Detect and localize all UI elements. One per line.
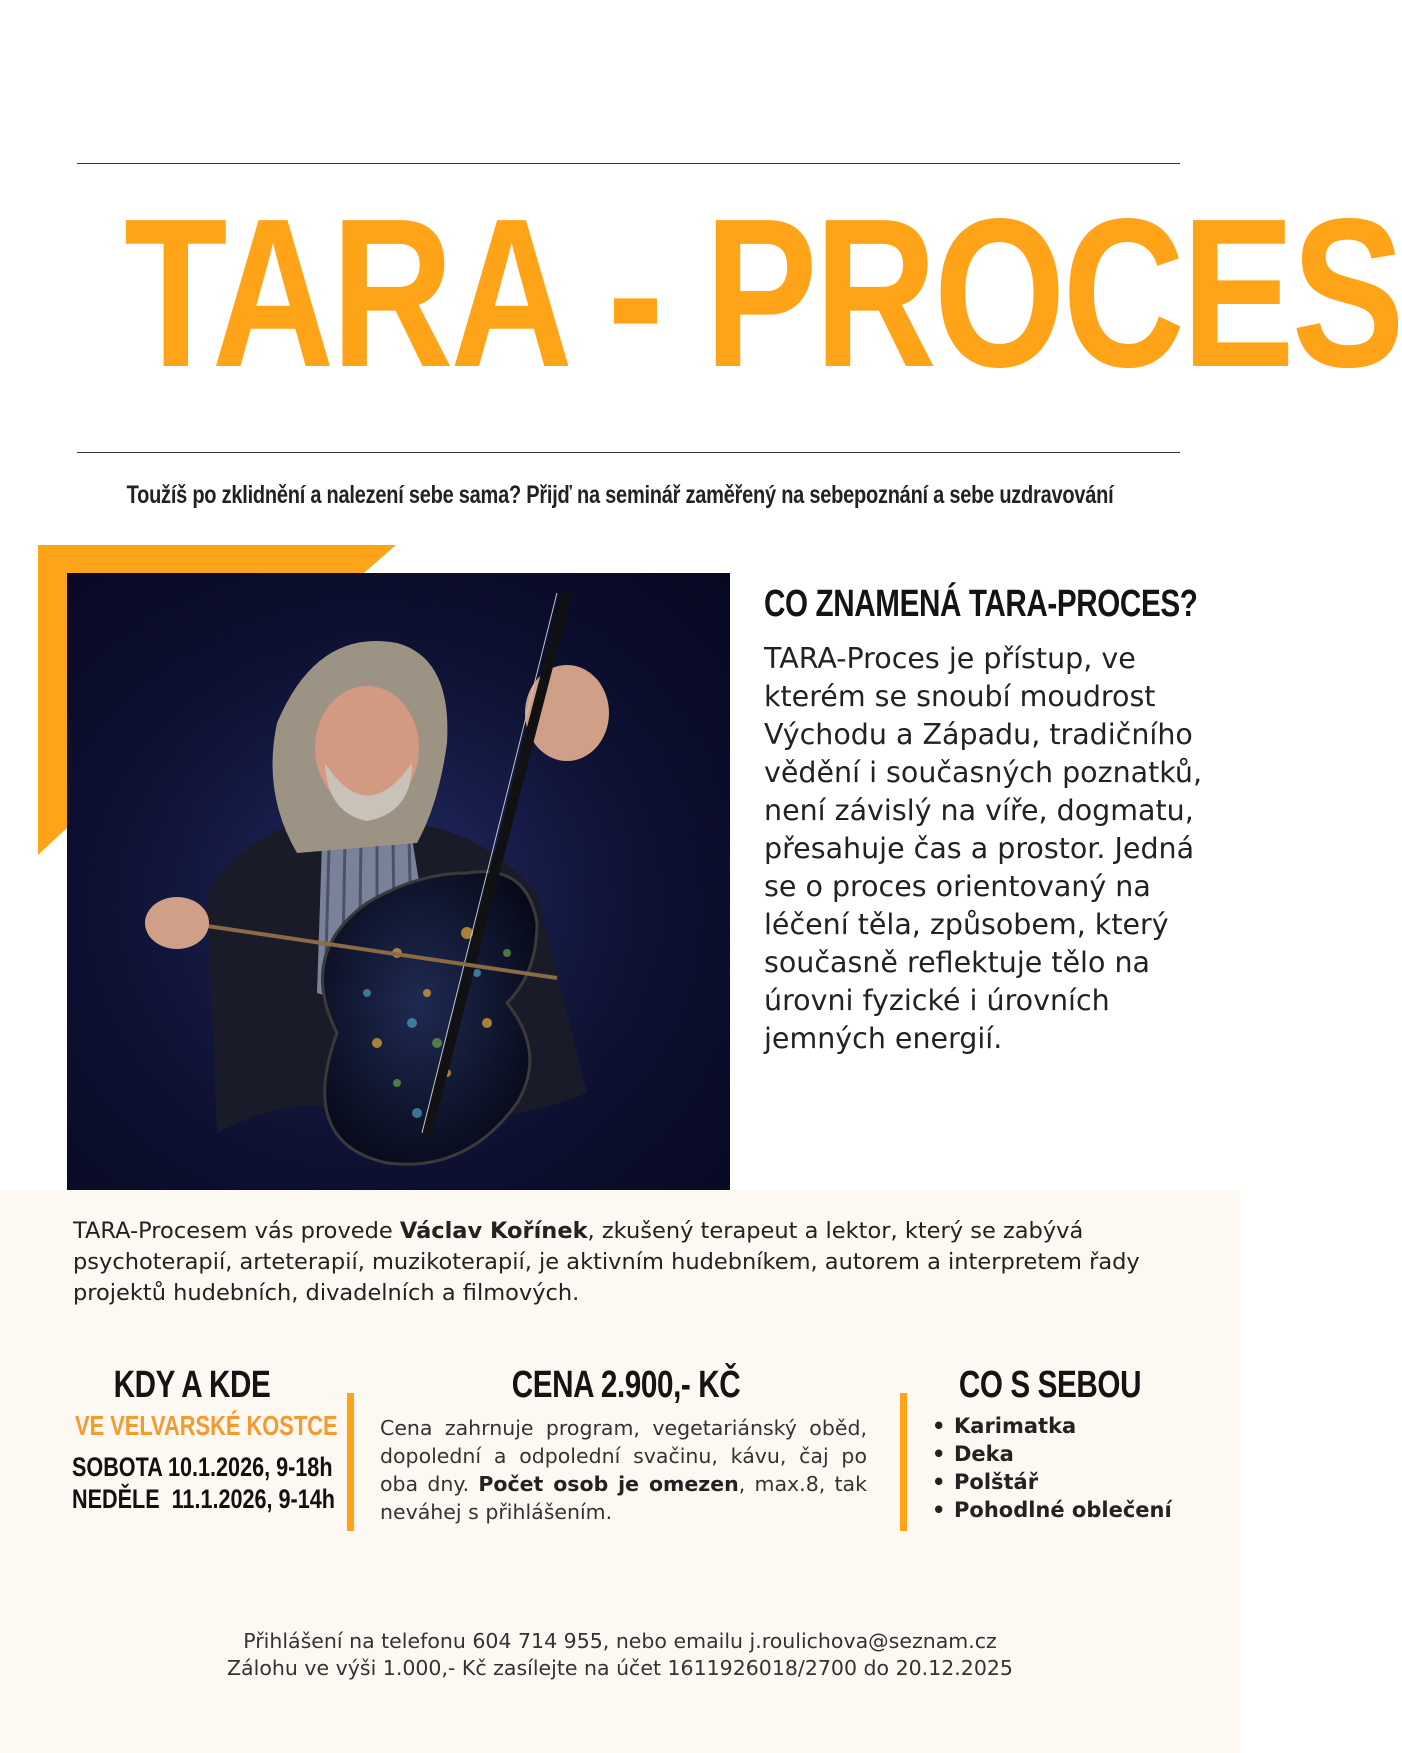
venue-label: VE VELVARSKÉ KOSTCE xyxy=(75,1410,338,1441)
page-title: TARA - PROCES xyxy=(124,174,1402,411)
column-divider-left xyxy=(347,1393,354,1531)
list-item xyxy=(932,1412,1222,1440)
list-item-label: Pohodlné oblečení xyxy=(954,1498,1172,1522)
deposit-info: Zálohu ve výši 1.000,- Kč zasílejte na účet 1611926018/2700 do 20.12.2025 xyxy=(227,1656,1013,1680)
list-item-label: Deka xyxy=(954,1442,1014,1466)
list-item-label: Karimatka xyxy=(954,1414,1077,1438)
column-divider-right xyxy=(900,1393,907,1531)
price-text-start: Cena zahrnuje program, vegetariánský oběd, dopolední a odpolední svačinu, kávu, čaj po oba dny. xyxy=(380,1416,867,1496)
list-item xyxy=(932,1468,1222,1496)
price-text-end: , max.8, tak neváhej s přihlášením. xyxy=(380,1472,867,1524)
when-where-title: KDY A KDE xyxy=(113,1364,271,1406)
intro-text-start: TARA-Procesem vás provede xyxy=(73,1218,400,1244)
section-body: TARA-Proces je přístup, ve kterém se snoubí moudrost Východu a Západu, tradičního vědění i současných poznatků, není závislý na víře, dogmatu, přesahuje čas a prostor. Jedná se o proces orientovaný na léčení těla, způsobem, který současně reflektuje tělo na úrovni fyzické i úrovních jemných energií. xyxy=(764,642,1203,1055)
what-to-bring-title: CO S SEBOU xyxy=(958,1364,1142,1406)
date-saturday: SOBOTA 10.1.2026, 9-18h xyxy=(72,1452,333,1482)
list-item xyxy=(932,1440,1222,1468)
price-title: CENA 2.900,- KČ xyxy=(511,1364,741,1406)
title-divider xyxy=(77,452,1180,453)
bullet-icon: • xyxy=(932,1442,946,1466)
price-description xyxy=(380,1414,867,1526)
list-item-label: Polštář xyxy=(954,1470,1039,1494)
capacity-note: Počet osob je omezen xyxy=(478,1472,739,1496)
instructor-name: Václav Kořínek xyxy=(399,1218,588,1244)
intro-text-end: , zkušený terapeut a lektor, který se zabývá psychoterapií, arteterapií, muzikoterapií, je aktivním hudebníkem, autorem a interpretem řady projektů hudebních, divadelních a filmových. xyxy=(73,1218,1140,1306)
bullet-icon: • xyxy=(932,1498,946,1522)
section-heading: CO ZNAMENÁ TARA-PROCES? xyxy=(764,583,1198,625)
bullet-icon: • xyxy=(932,1414,946,1438)
bullet-icon: • xyxy=(932,1470,946,1494)
date-sunday: NEDĚLE 11.1.2026, 9-14h xyxy=(72,1484,335,1514)
musician-photo xyxy=(67,573,730,1191)
registration-contact: Přihlášení na telefonu 604 714 955, nebo emailu j.roulichova@seznam.cz xyxy=(243,1629,997,1653)
top-divider xyxy=(77,163,1180,164)
list-item xyxy=(932,1496,1222,1524)
tagline: Toužíš po zklidnění a nalezení sebe sama? Přijď na seminář zaměřený na sebepoznání a sebe uzdravování xyxy=(126,481,1114,509)
intro-paragraph xyxy=(73,1216,1203,1309)
what-to-bring-list xyxy=(932,1412,1222,1524)
